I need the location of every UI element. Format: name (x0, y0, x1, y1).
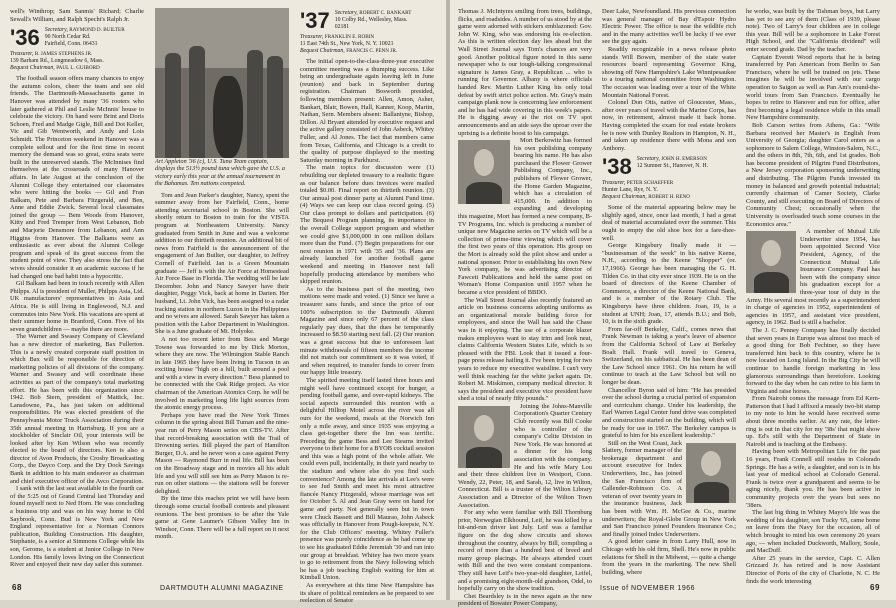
page-number: 68 (12, 583, 22, 592)
bequest-line: Bequest Chairman, PAUL L. GUIBORD (10, 65, 100, 72)
class-header-1937 (300, 10, 434, 32)
paragraph: Mort Berkowitz has formed his own publishing company bearing his name. He has also purchased the Flower Grower Publishing Company, Inc., publishers of Flower Grower, the Home Garden Magazine, which has a circulation of 415,000. In addition to expanding and developing this magazine, Mort has formed a new company, B-TV Programs, Inc. which is producing a number of unique new Magazine series on TV which will be a collection of prime-time viewing which will cover the first two years of this operation. His group on the Mort is already sold the pilot show and under a national sponsor. Prior to establishing his own New York company, he was advertising director of Fawcett Publications and held the same post on Woman's Home Companion until 1957 when he became a vice president of BBDO. (458, 137, 592, 296)
paragraph: The Warner and Swasey Company of Cleveland has a new director of marketing, Bax Fullerton. This is a newly created corporate staff position in which Bax will be responsible for direction of marketing policies of all divisions of the company. Warner and Swasey and will coordinate these activities as part of the company's total marketing effort. He has been with this organization since 1942. Bob Stern, president of Mattick, Inc. Lansdowne, Pa., has just taken on additional responsibilities. He was elected president of the Pennsylvania Motor Truck Association during their 35th annual meeting in Harrisburg. If you are a stockholder of Sinclair Oil, your interests will be looked after by Ken Wilson who was recently elected to the board of directors. Ken is also a director of Avon Products, the Crosby Broadcasting Corp., the Dayco Corp. and the Dry Dock Savings Bank in addition to his main endeavor as chairman and chief executive officer of the Avco Corporation. (10, 333, 144, 485)
right-col-1 (458, 8, 592, 608)
page-number: 69 (870, 583, 880, 592)
paragraph: As everywhere at this time New Hampshire has its share of political reminders as he prepared to see reelection of Senator (300, 581, 434, 605)
paragraph: The main topics for discussion were (1) rebuilding our depleted treasury to a realistic figure as our balance before dues invoices were mailed totaled $0.00. Final report on thirtieth reunion. (3) Our annual post dinner party at Alumni Fund time. (4) Ways we can keep our class record going. (5) Our class prompt to dollars and participation. (6) The Bequest Program planning, its importance in the overall College support program and whether we could give $1,000,000 in one million dollars more than the Fund. (7) Begin preparations for our next reunion in 1971 with '35 and '36. Plans are already launched for another football game weekend and meeting in Hanover next fall hopefully producing attendance by members who skipped reunion. (300, 164, 434, 286)
paragraph: Captain Everett Wood reports that he is being transferred by Pan American from Berlin to San Francisco, where he will be trained on jets. These imagines he will be involved with our cargo operation to Saigon as well as Pan Am's round-the-world tours from San Francisco. Eventually he hopes to retire to Hanover and run for office, after first becoming a legal residence while in this small New Hampshire community. (746, 53, 880, 122)
left-col-1 (10, 8, 144, 568)
photo-caption: Art Appleton '36 (c), U.S. Tuna Team captain, displays the 513½ pound tuna which gave the U.S. a victory early this year at the annual tournament in the Bahamas. Ten nations competed. (155, 158, 285, 188)
paragraph: Deer Lake, Newfoundland. His previous connection was general manager of Bay d'Espoir Hydro Electric Power. The office is near the wildlife rich and in the many activities we'll be lucky if we ever see the guy again. (602, 8, 736, 46)
treasurer-line: Treasurer, B. JAMES STEPHENS JR. (10, 51, 93, 58)
paragraph: Colonel Don Otis, native of Gloucester, Mass., after over years of travel with the Marine Corps, has now, in retirement, almost made it back home. Having completed the exam for real estate brokers he is now with Dunley Realtors in Hampton, N. H., and taken up residence there with Mona and son Anthony. (602, 99, 736, 152)
treasurer-address: Hunter Lane, Rye, N. Y. (602, 187, 658, 194)
class-header-1938 (602, 156, 736, 178)
paragraph: Chancellor Byron said of him: "He has presided over the school during a crucial period of expansion and curriculum change. Under his leadership, the Earl Warren Legal Center fund drive was completed and construction started on the building, which will be ready for use in 1967. The Berkeley campus is grateful to him for his excellent leadership." (602, 386, 736, 440)
class-header-1936 (10, 27, 144, 49)
paragraph: Some of the material appearing below may be slightly aged, since, once last month, I had a great deal of material accumulated over the summer. This ought to empty the old shoe box for a fare-thee-well. (602, 204, 736, 242)
left-page (0, 0, 446, 605)
bequest-line: Bequest Chairman, ROBERT H. RENO (602, 194, 691, 201)
cooke-portrait (458, 406, 510, 468)
issue-line: Issue of NOVEMBER 1966 (600, 585, 696, 592)
right-col-2 (602, 8, 736, 576)
paragraph: I sank with the last seat available in the fourth car of the 5:25 out of Grand Central last Thursday and found myself next to Ned Horn. He was concluding a business trip and was on his way home to Old Saybrook, Conn. Bud is New York and New England representative for a Norman Connors publication, Building Construction. His daughter, Stephanie, is a senior at Simmons College while his son, Gerome, is a student at Junior College in New London. His family loves living on the Connecticut River and enjoyed their new day sailer this summer. (10, 485, 144, 569)
paragraph: After 25 years in the service, Capt. C. Allen Grizzard Jr. has retired and is now Assistant Director of Ports of the city of Charlotte, N. C. He finds the work interesting (746, 554, 880, 585)
left-col-3 (300, 8, 434, 605)
right-page (450, 0, 896, 608)
class-year: '36 (10, 25, 40, 51)
agency-vp-portrait (746, 231, 796, 293)
paragraph: The football season offers many chances to enjoy the autumn colors, cheer the team and see old friends. The Dartmouth-Massachusetts game in Hanover was attended by many '36 rooters who later gathered at Phil and Leslie McInnis' house to celebrate the victory. On hand were Brint and Doris Schoen, Fred and Madge Gigle, Bill and Dot Keller, Vic and Gib Wentworth, and Andy and Lois Schmidt. The Princeton weekend in Hanover was a complete sellout and for the first time in recent memory the demand was so great, extra seats were built in the unreserved stands. The McInnises find themselves at the crossroads of many Hanover affairs. In late August at the conclusion of the Alumni College they entertained our classmates who were hitting the books — Gil and Fran Balkam, Pete and Barbara Fitzgerald, and Ben, Anne and Eddie Zwick. Several local classmates joined the group — Bem Woods from Hanover, Kitty and Fred Tremper from West Lebanon, Bob and Marjorie Densmore from Lebanon, and Ann Higgins from Hanover. The Balkams were as enthusiastic as ever about the Alumni College program and speak of its great success from the student point of view. They also stress the fact that wives should consider it an academic success if he had changed one bad habit into a hypocritic. (10, 75, 144, 280)
paragraph: Tom and Jean Parker's daughter, Nancy, spent the summer away from her Fairfield, Conn., home attending secretarial school in Boston. She will shortly return to Boston to train for the VISTA program at Northeastern University. Nancy graduated from Smith in June and was a welcome addition to our thirtieth reunion. An additional bit of news from Fairfield is the announcement of the engagement of Jan Builter, our daughter, to Jeffrey Cornell of Fairfield. Jan is a Green Mountain graduate — Jeff is with the Air Force at Homestead Air Force Base in Florida. The wedding will be late December. John and Nancy Sawyer have their daughter, Peggy Vick, back at home in Darien. Her husband, Lt. John Vick, has been assigned to a radar tracking station in northern Luzon in the Philippines and no wives are allowed. Sarah Sawyer has taken a position with the Labor Department in Washington. She is a June graduate of Mt. Holyoke. (155, 191, 289, 336)
paragraph: Readily recognizable in a news release photo stands Will Bowen, member of the state water resources board representing Governor King, showing off New Hampshire's Lake Winnipesaukee to a touring national committee from Washington. The occasion was leading over a tour of the White Mountain National Forest. (602, 45, 736, 99)
class-year: '38 (602, 154, 632, 180)
paragraph: As to the business part of the meeting, two motions were made and voted. (1) Since we have a treasurer sans funds, and since the price of our 100% subscription to the Dartmouth Alumni Magazine and since only 67 percent of the class regularly pay dues, that the dues be temporarily increased to $8.50 starting next fall. (2) Our reunion was a great success but due to unforeseen last minute withdrawals of fifteen members the income did not match our commitment so it was voted, if and when required, to transfer funds to cover from our happy little treasury. (300, 285, 434, 377)
paragraph: Gil Balkam had been in touch recently with Allen Philpps. Al is president of Muller, Philpps Asia, Ltd. UK manufacturers' representatives in Asia and Africa. He is still living in Englewood, N.J. and commutes into New York. His vacations are spent at their summer home in Branford, Conn. Five of his seven grandchildren — maybe there are more. (10, 280, 144, 333)
paragraph: For any who were familiar with Bill Thornburg prior, Norwegian Elkhound, Leif, he was killed by a hit-and-run driver last July. Leif was a familiar figure on the dog show circuits and shows throughout the country, always by Bill, compiling a record of more than a hundred best of breed and many group placings. He always attended court with Bill and the two were constant companions. They still have Leif's two-year-old daughter, Leifel, and a promising eight-month-old grandson, Odel, to hopefully carry on the show tradition. (458, 509, 592, 593)
tuna-team-photo (155, 8, 289, 158)
paragraph: A member of Mutual Life Underwriter since 1954, has been appointed Second Vice President, Agency, of the Connecticut Mutual Life Insurance Company. Paul has been with the company since his graduation except for a three-year tour of duty in the Army. His several most recently as a superintendent in charge of agencies in 1952, superintendent of agencies in 1957, and assistant vice president, agency, in 1962. Bud is still a bachelor. (746, 228, 880, 327)
treasurer-address: 11 East 74th St., New York, N. Y. 10021 (300, 41, 394, 47)
paragraph: Thomas J. McIntyres smiling from trees, buildings, flicks, and roadsides. A number of us stood by at the game were adorned with stickers emblazoned: Gov. John W. King, who was endorsing his re-election. As this is written election day lies ahead but the Wall Street Journal says Tom's chances are very good. Another political figure noted in this same newspaper who is our tough-talking congressional signature is James Gray, a Republican ... who is running for Governor. Albany is where officials handed Rev. Martin Luther King his only total defeat by swift strict police action. Mr. Gray's main campaign plank now is concerning law enforcement and he has had wide covering in this week's papers. He is digging away at the riot on TV spot announcements and an aide says the uproar over the uprising is a definite boost to his campaign. (458, 8, 592, 137)
right-col-3 (746, 8, 880, 585)
paragraph: A good letter came in from Larry Hull, now in Chicago with his old firm, Shell. He's now in public relations for Shell in the Midwest, — quite a change from the years in the marketing. The new Shell building, where (602, 538, 736, 576)
right-footer (870, 583, 880, 592)
secretary-block: Secretary, RAYMOND D. BUILTER 90 North Cedar Rd. Fairfield, Conn. 06431 (44, 27, 125, 48)
paragraph: Bob Carson writes from Athens, Ga.: "Wife Barbara received her Master's in English from University of Georgia; daughter Carol enters as a sophomore to Salem College, Winston-Salem, N.C., and the others in 8th, 7th, 6th, and 1st grades. Bob has become president of Pilgrim Fund Distributors, a New Jersey corporation sponsoring underwriting and distributing. The Pilgrim Funds invested its money in balanced and growth potential industrial; currently chairman of Camer Society, Clarke County, and still executing on Board of Directors of Community Chest; occasionally when the University is overloaded teach some courses in the Economics area." (746, 121, 880, 228)
left-col-2 (155, 8, 289, 568)
paragraph: The J. C. Penney Company has finally decided that seven years in Europe was almost too much of a good thing for Bob Fechtner, so they have transferred him back to this country, where he is now located on Long Island. In the Big City he will continue to handle foreign marketing in less glamorous surroundings than heretofore. Looking forward to the day when he can retire to his farm in Virginia and raise horses. (746, 326, 880, 395)
paragraph: Having been with Metropolitan Life for the past 16 years, Frank Connell still resides in Colorado Springs. He has a wife, a daughter, and son is in his last year of medical school at Colorado General. Frank is twice over a grandparent and seems to be aging nicely, thank you. He has been active in community projects over the years but sees no '38ers. (746, 448, 880, 509)
paragraph: Still on the West Coast, Jack Slattery, former manager of the brokerage department and account executive for Index Underwriters, Inc., has joined the San Francisco firm of Callender-Robinson Co. A veteran of over twenty years in the insurance business, Jack has been with Wm. H. McGee & Co., marine underwriters; the Royal-Globe Group in New York and San Francisco joined Founders Insurance Co.; and finally joined Index Underwriters. (602, 439, 736, 538)
treasurer-line: Treasurer, FRANKLIN E. ROBIN (300, 34, 375, 40)
paragraph: George Kingsbury finally made it — "businessman of the week" in his native Keene, N.H., according to the Keene "Shopper" (or. 17,1966). George has been managing the G. H. Tilden Co. in that city ever since 1939. He is on the board of directors of the Keene Chamber of Commerce, a director of the Keene National Bank, and is a member of the Rotary Club. The Kingsburys have three children. Joan, 19, is a student at UNH; Joan, 17, attends B.U.; and Bob, 10, is in the sixth grade. (602, 242, 736, 326)
treasurer-address: 139 Barham Rd., Longmeadow 6, Mass. (10, 58, 104, 65)
paragraph: Chet Beardsley is in the news again as the new president of Bowater Power Company, (458, 592, 592, 608)
secretary-block: Secretary, JOHN H. EMERSON 12 Sumner St., Hanover, N. H. (636, 156, 708, 170)
paragraph: By the time this reaches print we will have been through some crucial football contests and pleasant reunions. The best promises to be after the Yale game at Gene Laumer's Gibson Valley Inn in Windsor, Conn. There will be a full report on it next month. (155, 495, 289, 541)
slattery-portrait (686, 443, 736, 503)
paragraph: The last big thing in Whitey Mayo's life was the wedding of his daughter, son Tucky '65, came home on leave from the Navy for the occasion, all of which brought to mind his own ceremony 26 years ago, — when included Duckworth, Mallory, Soule, and MacDuff. (746, 509, 880, 555)
paragraph: he works, was built by the Tishman boys, but Larry has yet to see any of them (Class of 1939, please note). Two of Larry's four children are in college this year. Bill will be a sophomore in Lake Forest High School, and the "California dividend" will enter second grade. Dad by the teacher. (746, 8, 880, 53)
paragraph: Perhaps you have read the New York Times column in the spring about Bill Tuman and the nine-year run of Perry Mason series on CBS-TV. After that record-breaking association with the Trail of Drowning series. Bill played the part of Hamilton Burger, D.A. and he never won a case against Perry Mason — Raymond Burr in real life. Bill has been on the Broadway stage and in movies all his adult life and you will still see him as Perry Mason is re-run on other stations — the stations will be forever delighted. (155, 411, 290, 495)
paragraph: A not too recent letter from Bess and Marge Towne was forwarded to me by Dick Morton, where they are now. The Wilmington Stable Ranch in late 1965 they have been living in Tucson in an exciting house "high on a hill, built around a pool and with a view in every direction." Bess planned to be connected with the Oak Ridge project. As vice chairman of the American Atomics Corp. he will be involved in marketing long life light sources from the atomic energy process. (155, 335, 289, 412)
paragraph: The initial open-to-the-class-three-year executive committee meeting was a thumping success. Like being an undergraduate again leaving left in June (reunion) and back in September during registration. Chairman Bosworth presided, following members present: Allen, Amon, Asher, Bankart, Blair, Bowen, Hall, Kanner, Koop, Martin, Nathan, Sern. Members absent: Ballantyne, Bishop, Dillon. Al Bryant attended by executive request and the active gallery consisted of John Asbeck, Whitey Fuller, and Al Jones. The fact that members came from Texas, California, and Chicago is a credit to the quality of purpose displayed to the meeting Saturday morning in Parkhurst. (300, 58, 434, 164)
magazine-name: DARTMOUTH ALUMNI MAGAZINE (160, 585, 284, 592)
berkowitz-portrait (458, 140, 510, 204)
paragraph: From Nairobi comes the message from Ed Kern-Patterson that I had I affixed a measly two-bit stamp to my note to him he would have received some about three months earlier. At any rate, the letter-ring is out in that city for my '38s' that might show up. Ed's still with the Department of State in Nairobi and is teaching at the Embassy. (746, 395, 880, 448)
left-footer (12, 583, 22, 592)
secretary-block: Secretary, ROBERT C. BANKART 10 Colby Rd., Wellesley, Mass. 02181 (334, 10, 412, 30)
paragraph: Joining the Johns-Manville Corporation's Quarter Century Club recently was Bill Cooke who is controller of the company's Celite Division in New York. He was honored at a dinner for his long association with the company. He and his wife Mary Lou and their three children live in Westport, Conn. Wendy, 22, Peter, 18, and Sarah, 12, live in Wilton, Connecticut. Bill is a trustee of the Wilton Library Association and a Director of the Wilton Town Association. (458, 402, 592, 509)
treasurer-line: Treasurer, PETER SCHAEFFER (602, 180, 674, 187)
paragraph: The spirited meeting itself lasted three hours and might well have continued except for hunger, a pending football game, and over-rapid kidneys. The social aspects surrounded this reunion with a delightful Hilltop Motel across the river was all ours for the weekend, meals at the Norwich Inn only a mile away, and since 1935 was enjoying a class get-together there the Inn was terrific. Preceding the game Bess and Lee Stearns invited everyone to their home for a BYOB cocktail session and this was a high point of the whole affair. We could even pull, incidentally, in their yard nearby to the stadium and where else do you find such convenience? Among the late arrivals at Lee's were to see Jud Smith and meet his most attractive fiancée Nancy Fitzgerald, whose marriage was set for October 5. Al and Jean Gray were on hand for game and party. Not generally seen but in town were Chuck Bassett and Bill Maurao, John Asbeck was officially in Hanover from Pough-keepsie, N.Y. for the Club Officers' meeting. Whitey Fuller's presence was purely coincidence as he had come up to see his graduated Eddie Jeremiah '30 and ran into our group at breakfast. Whitey has two more years to go to retirement from the Navy following which he has a job teaching English waiting for him at Kimball Union. (300, 376, 434, 582)
paragraph: well's Winthrop; Sam Sanmis' Richard; Charlie Sewall's William, and Ralph Specht's Ralph Jr. (10, 8, 144, 23)
class-year: '37 (300, 8, 330, 33)
paragraph: From far-off Berkeley, Calif., comes news that Frank Newman is taking a year's leave of absence from the California School of Law at Berkeley Boalt Hall. Frank will travel to Geneva, Switzerland, on his sabbatical. He has been dean of the Law School since 1961. On his return he will continue to teach at the Law School but will no longer be dean. (602, 325, 736, 386)
paragraph: The Wall Street Journal also recently featured an article on business concerns adopting uniforms as an organizational morale building force for employees, and since the Wall has said the Chase was in it enjoying. The use of a corporate blazer makes employees want to stay trim and look neat, claims California Western States Life, which is so pleased with the FBI. Look that it issued a four-page press release hailing it. I've been trying for two years to reduce my executive waistline. I can't very well think reaching far the white jacket again. Dr. Robert M. Miskimon, company medical director. It says the president and executive vice president have shed a total of nearly fifty pounds." (458, 296, 592, 403)
bequest-line: Bequest Chairman, FRANCIS C. PENN JR. (300, 48, 398, 54)
